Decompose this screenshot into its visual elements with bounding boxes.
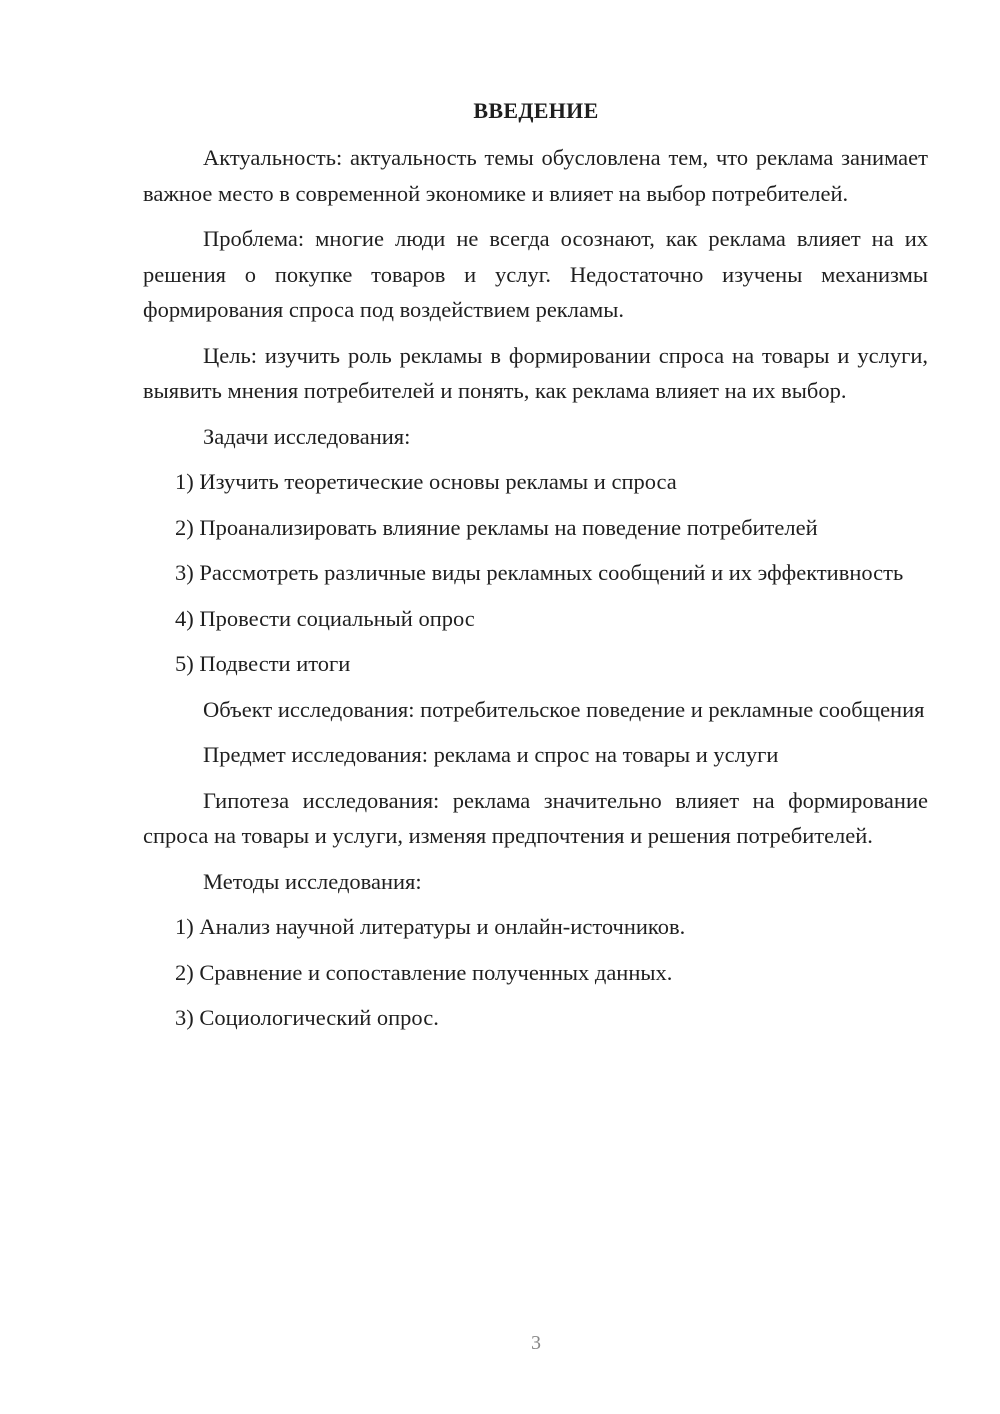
paragraph-relevance: Актуальность: актуальность темы обусловлена тем, что реклама занимает важное место в современной экономике и влияет на выбор потребителей. <box>143 145 928 206</box>
paragraph-hypothesis: Гипотеза исследования: реклама значительно влияет на формирование спроса на товары и услуги, изменяя предпочтения и решения потребителей. <box>143 787 928 848</box>
list-item-task-1: 1) Изучить теоретические основы рекламы и спроса <box>175 469 677 494</box>
page-title: ВВЕДЕНИЕ <box>473 98 599 123</box>
paragraph-subject: Предмет исследования: реклама и спрос на товары и услуги <box>203 742 779 767</box>
paragraph-object: Объект исследования: потребительское поведение и рекламные сообщения <box>203 696 925 722</box>
paragraph-problem: Проблема: многие люди не всегда осознают, как реклама влияет на их решения о покупке товаров и услуг. Недостаточно изучены механизмы формирования спроса под воздействием рекламы. <box>143 226 928 322</box>
paragraph-goal: Цель: изучить роль рекламы в формировании спроса на товары и услуги, выявить мнения потребителей и понять, как реклама влияет на их выбор. <box>143 342 928 403</box>
list-item-method-1: 1) Анализ научной литературы и онлайн-источников. <box>175 914 686 939</box>
list-item-task-3: 3) Рассмотреть различные виды рекламных сообщений и их эффективность <box>175 560 904 585</box>
heading-tasks: Задачи исследования: <box>203 423 411 449</box>
document-body <box>143 140 928 1046</box>
heading-methods: Методы исследования: <box>203 868 422 894</box>
list-item-task-2: 2) Проанализировать влияние рекламы на поведение потребителей <box>175 514 818 540</box>
list-item-task-5: 5) Подвести итоги <box>175 651 351 676</box>
list-item-method-3: 3) Социологический опрос. <box>175 1005 439 1030</box>
list-item-method-2: 2) Сравнение и сопоставление полученных данных. <box>175 959 673 985</box>
page-number: 3 <box>531 1332 541 1354</box>
list-item-task-4: 4) Провести социальный опрос <box>175 605 475 631</box>
